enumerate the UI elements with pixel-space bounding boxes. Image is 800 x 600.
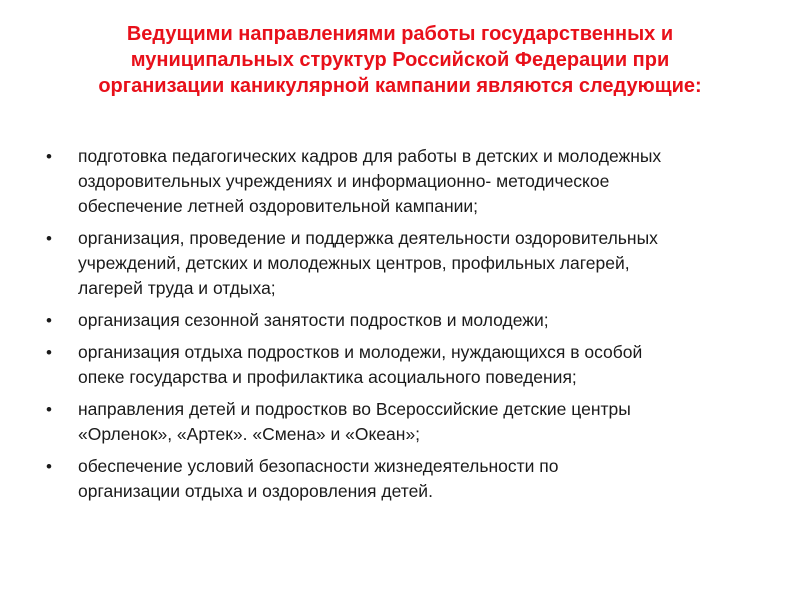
bullet-line: обеспечение условий безопасности жизнедеятельности по [78, 456, 559, 476]
bullet-line: оздоровительных учреждениях и информационно- методическое [78, 171, 610, 191]
bullet-line: опеке государства и профилактика асоциального поведения; [78, 367, 577, 387]
slide-title-line: муниципальных структур Российской Федерации при [130, 49, 670, 71]
bullet-text [78, 226, 760, 301]
slide-title-line: Ведущими направлениями работы государственных и [126, 23, 674, 45]
bullet-item [40, 397, 760, 447]
bullet-line: подготовка педагогических кадров для работы в детских и молодежных [78, 146, 662, 166]
bullet-text [78, 144, 760, 219]
bullet-line: «Орленок», «Артек». «Смена» и «Океан»; [78, 424, 421, 444]
bullet-text [78, 308, 760, 333]
bullet-text [78, 454, 760, 504]
bullet-item [40, 144, 760, 219]
slide-title-line: организации каникулярной кампании являются следующие: [98, 75, 702, 97]
bullet-icon: • [46, 457, 52, 476]
slide-title [40, 21, 760, 99]
bullet-line: лагерей труда и отдыха; [78, 278, 276, 298]
bullet-item [40, 226, 760, 301]
bullet-line: учреждений, детских и молодежных центров, профильных лагерей, [78, 253, 630, 273]
bullet-line: обеспечение летней оздоровительной кампании; [78, 196, 479, 216]
bullet-line: организация отдыха подростков и молодежи, нуждающихся в особой [78, 342, 643, 362]
bullet-item [40, 308, 760, 333]
bullet-icon: • [46, 343, 52, 362]
bullet-icon: • [46, 229, 52, 248]
bullet-line: организации отдыха и оздоровления детей. [78, 481, 433, 501]
bullet-line: организация сезонной занятости подростков и молодежи; [78, 310, 549, 330]
bullet-line: организация, проведение и поддержка деятельности оздоровительных [78, 228, 658, 248]
bullet-item [40, 454, 760, 504]
bullet-text [78, 340, 760, 390]
bullet-text [78, 397, 760, 447]
bullet-item [40, 340, 760, 390]
bullet-icon: • [46, 311, 52, 330]
bullet-list [40, 144, 760, 511]
bullet-line: направления детей и подростков во Всероссийские детские центры [78, 399, 631, 419]
bullet-icon: • [46, 147, 52, 166]
bullet-icon: • [46, 400, 52, 419]
